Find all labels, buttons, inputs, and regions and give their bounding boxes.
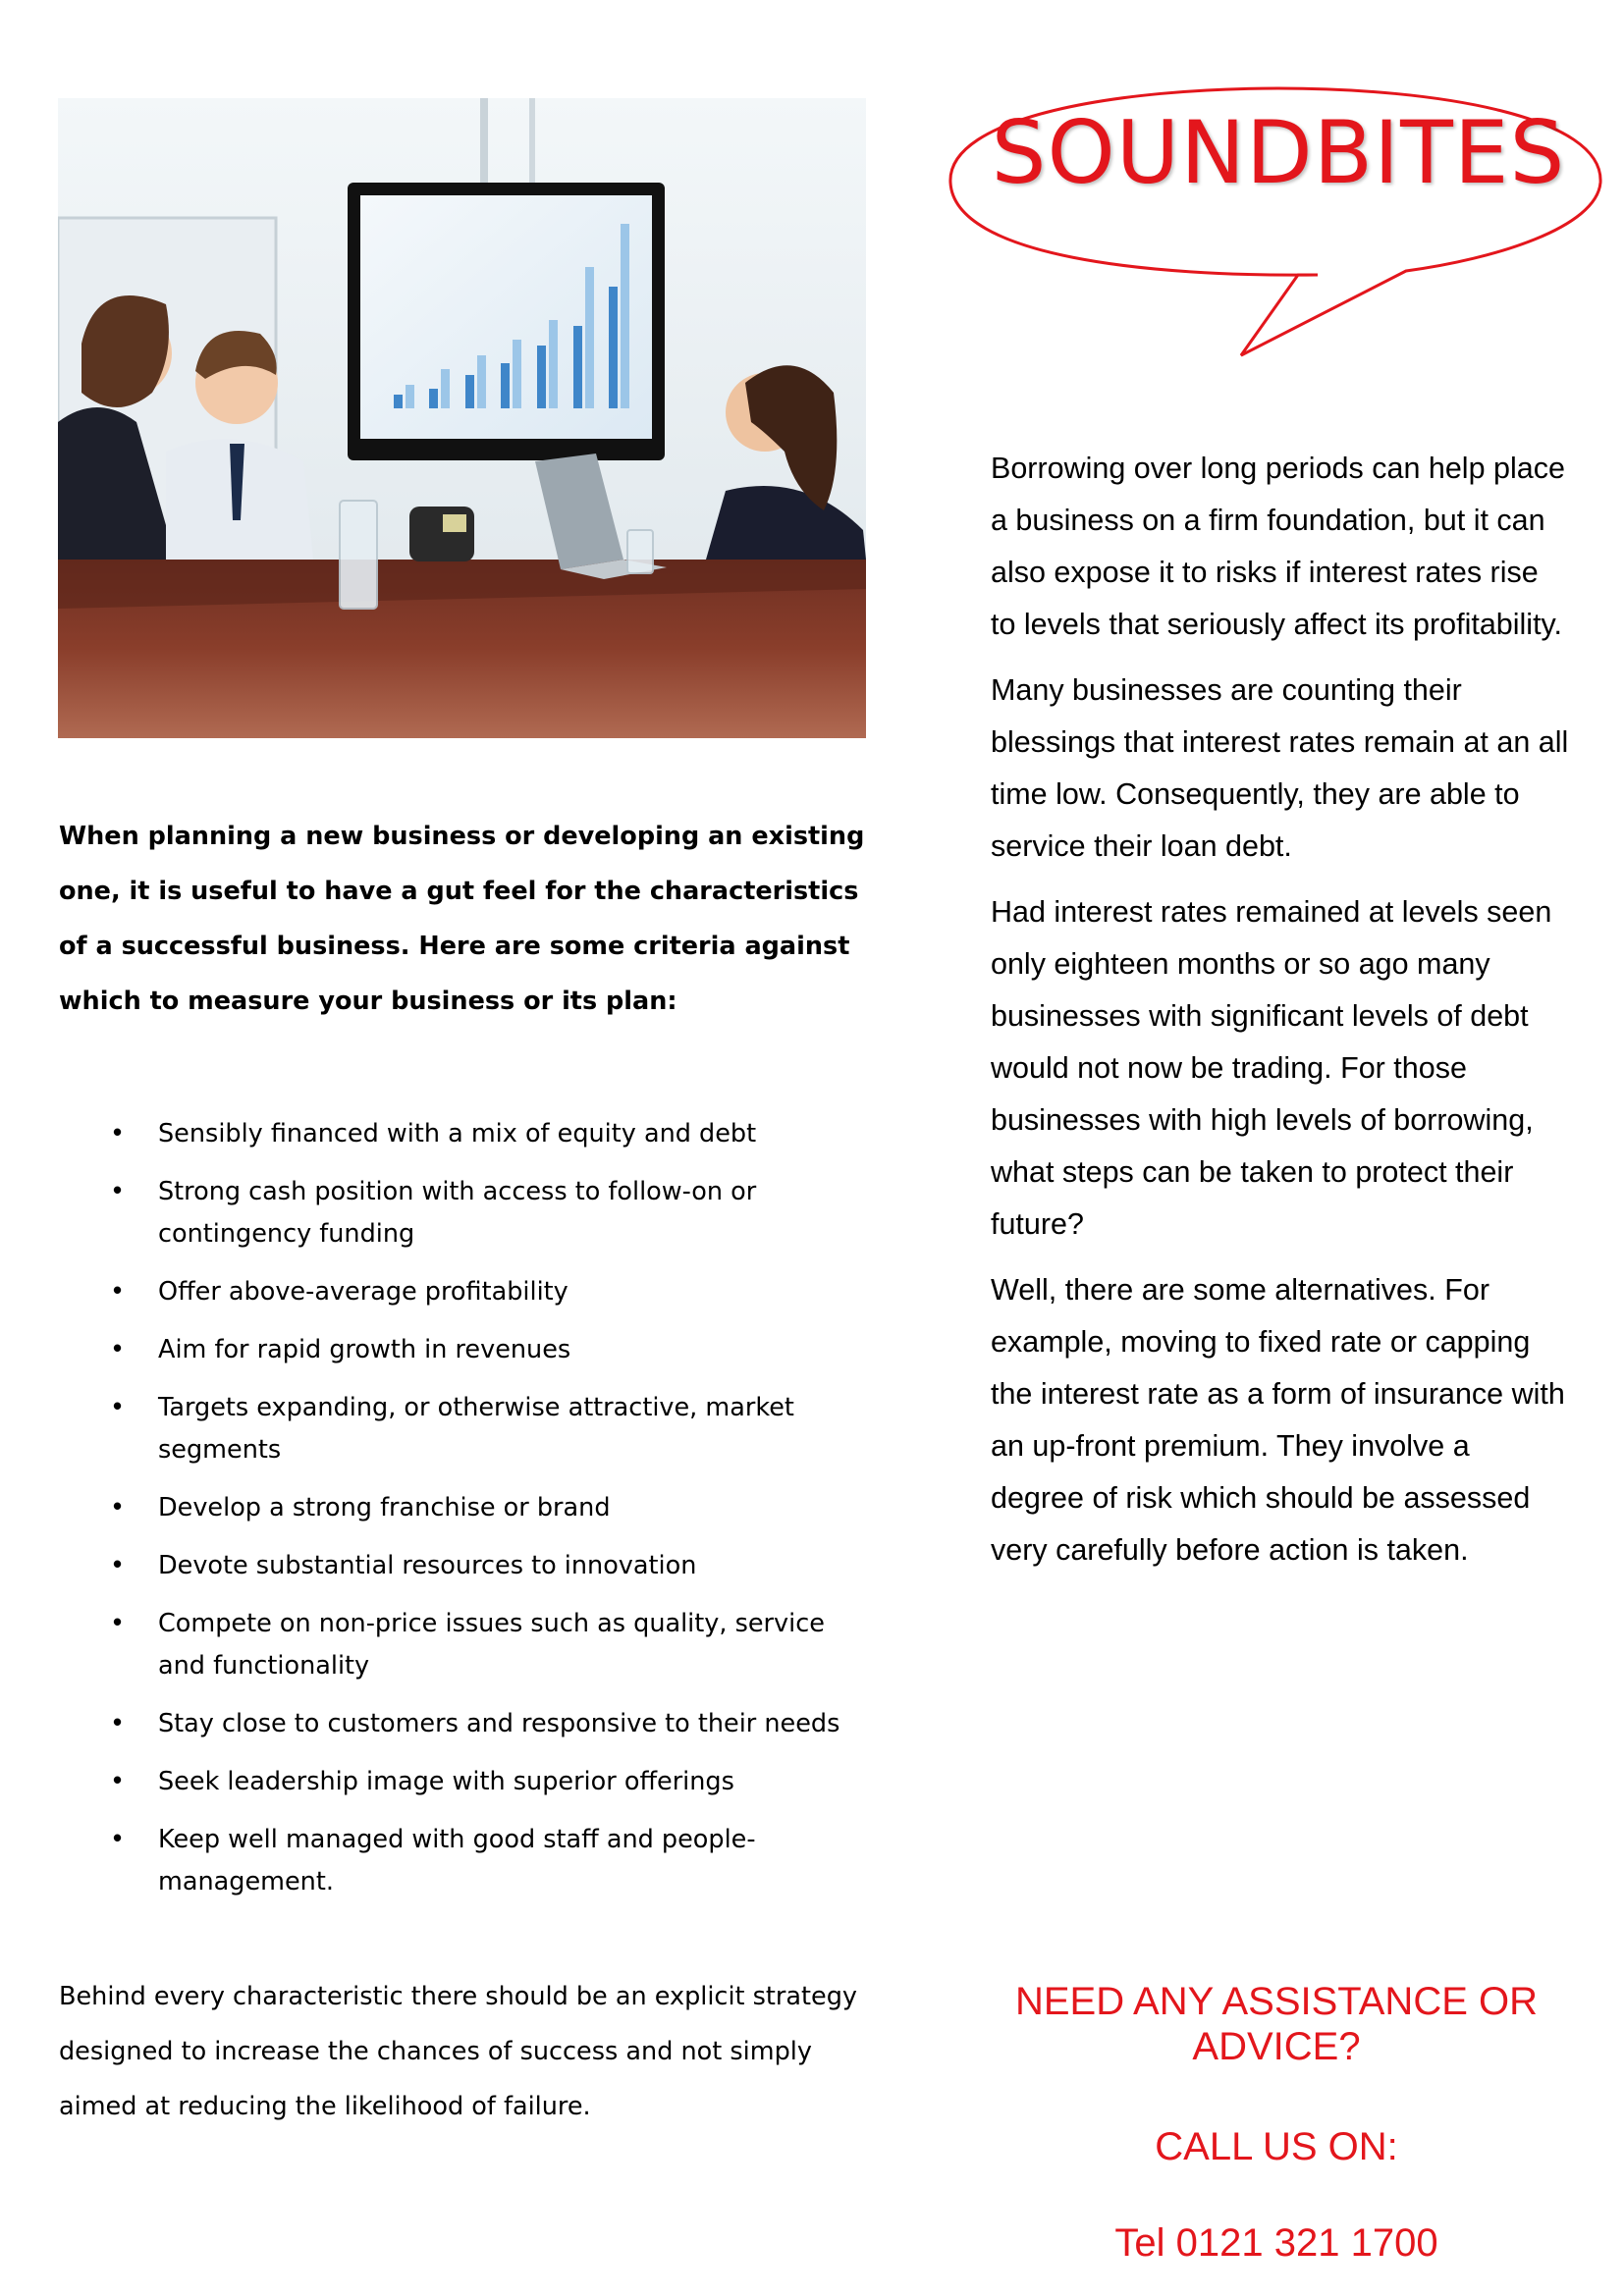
article-paragraph: Had interest rates remained at levels seen only eighteen months or so ago many businesses with significant levels of debt would not now be trading. For those businesses with high levels of borrowing, what steps can be taken to protect their future? [991,895,1552,1241]
brand-title: SOUNDBITES [991,102,1566,203]
list-item [59,1819,874,1903]
criteria-text: Targets expanding, or otherwise attractive, market segments [158,1393,794,1465]
list-item [59,1703,874,1745]
list-item [59,1761,874,1803]
bullet-icon: • [110,1119,126,1148]
bullet-icon: • [110,1335,126,1364]
list-item [59,1113,874,1155]
list-item [59,1387,874,1471]
article-paragraph: Many businesses are counting their blessings that interest rates remain at an all time low. Consequently, they are able to service their loan debt. [991,673,1569,863]
criteria-list [59,1113,874,1919]
criteria-text: Seek leadership image with superior offerings [158,1767,734,1796]
bullet-icon: • [110,1277,126,1307]
criteria-text: Compete on non-price issues such as quality, service and functionality [158,1609,825,1681]
criteria-text: Offer above-average profitability [158,1277,568,1307]
meeting-illustration [58,98,866,738]
bullet-icon: • [110,1767,126,1796]
bullet-icon: • [110,1825,126,1854]
criteria-text: Develop a strong franchise or brand [158,1493,611,1522]
criteria-text: Sensibly financed with a mix of equity and debt [158,1119,757,1148]
criteria-text: Devote substantial resources to innovation [158,1551,697,1580]
contact-call: CALL US ON: [1155,2125,1398,2168]
article-body [991,443,1570,1590]
list-item [59,1329,874,1371]
intro-paragraph: When planning a new business or developing an existing one, it is useful to have a gut feel for the characteristics of a successful business. Here are some criteria against which to measure your business or its plan: [59,822,865,1016]
closing-paragraph: Behind every characteristic there should be an explicit strategy designed to increase the chances of success and not simply aimed at reducing the likelihood of failure. [59,1982,857,2121]
list-item [59,1487,874,1529]
list-item [59,1603,874,1687]
criteria-text: Strong cash position with access to follow-on or contingency funding [158,1177,757,1249]
bullet-icon: • [110,1709,126,1738]
bullet-icon: • [110,1551,126,1580]
bullet-icon: • [110,1493,126,1522]
contact-question: NEED ANY ASSISTANCE OR ADVICE? [1014,1980,1538,2068]
bullet-icon: • [110,1393,126,1422]
bullet-icon: • [110,1609,126,1638]
article-paragraph: Borrowing over long periods can help place a business on a firm foundation, but it can also expose it to risks if interest rates rise to levels that seriously affect its profitability. [991,452,1565,641]
criteria-text: Keep well managed with good staff and people-management. [158,1825,756,1896]
contact-phone[interactable]: Tel 0121 321 1700 [1114,2221,1438,2265]
list-item [59,1271,874,1313]
list-item [59,1171,874,1255]
article-paragraph: Well, there are some alternatives. For example, moving to fixed rate or capping the interest rate as a form of insurance with an up-front premium. They involve a degree of risk which should be assessed very carefully before action is taken. [991,1273,1565,1567]
business-meeting-photo [58,98,866,738]
bullet-icon: • [110,1177,126,1206]
criteria-text: Aim for rapid growth in revenues [158,1335,571,1364]
contact-block [982,1979,1571,2266]
list-item [59,1545,874,1587]
criteria-text: Stay close to customers and responsive to their needs [158,1709,840,1738]
